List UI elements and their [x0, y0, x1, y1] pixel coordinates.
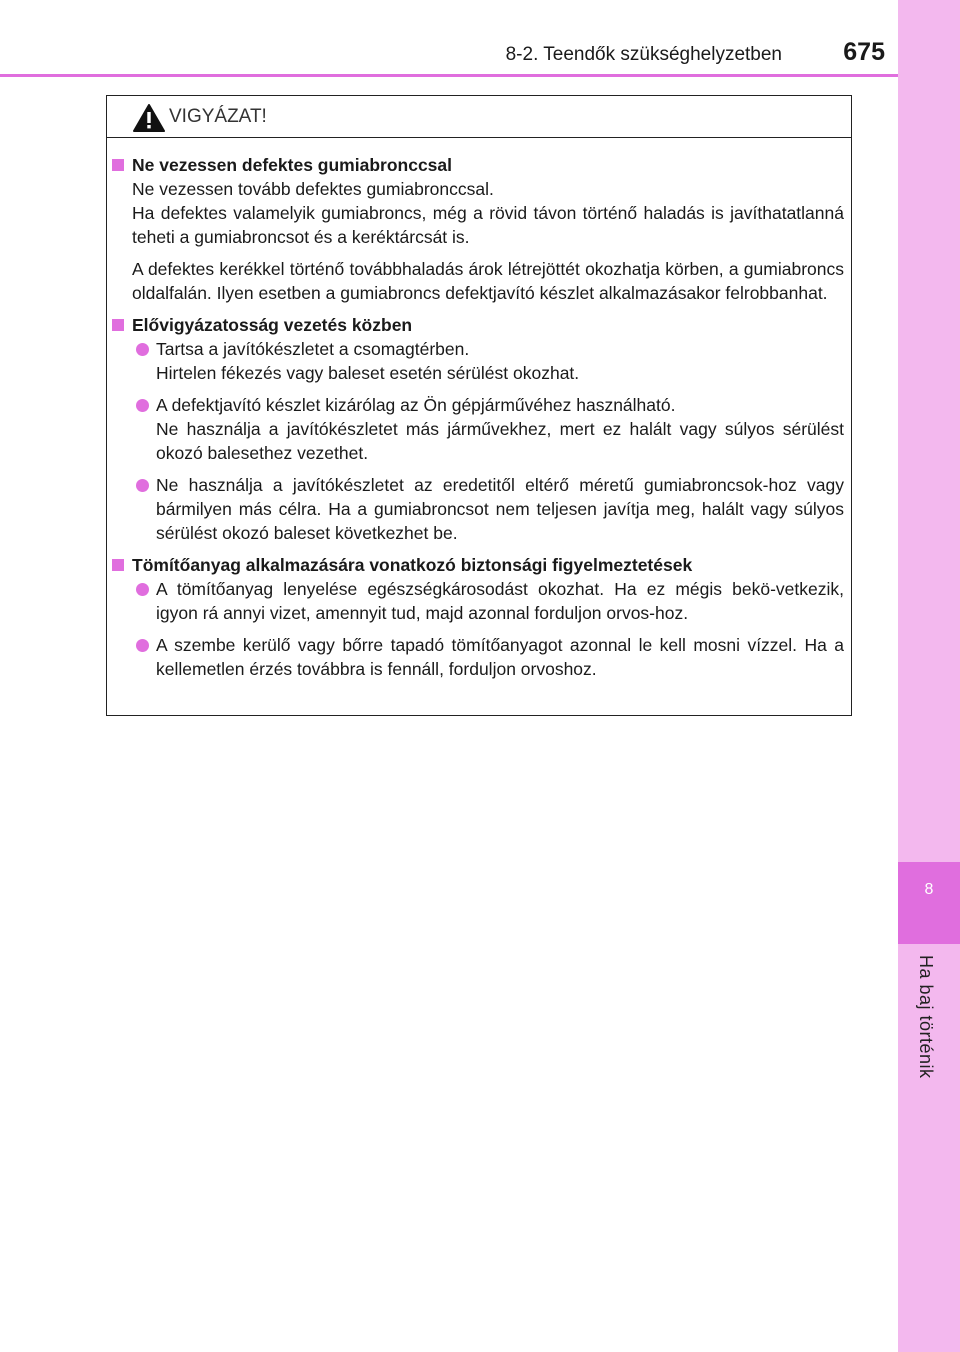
list-item: A szembe kerülő vagy bőrre tapadó tömítőanyagot azonnal le kell mosni vízzel. Ha a kellemetlen érzés továbbra is fennáll, forduljon orvoshoz. [112, 633, 844, 681]
square-bullet-icon [112, 159, 124, 171]
round-bullet-icon [136, 343, 149, 356]
warning-box [106, 95, 852, 716]
round-bullet-icon [136, 479, 149, 492]
square-bullet-icon [112, 319, 124, 331]
warning-header [107, 96, 851, 138]
header-rule [0, 74, 898, 77]
section-heading: Ne vezessen defektes gumiabronccsal [112, 153, 844, 177]
paragraph: Ne vezessen tovább defektes gumiabronccsal. Ha defektes valamelyik gumiabroncs, még a rövid távon történő haladás is javíthatatlanná teheti a gumiabroncsot és a keréktárcsát is. [132, 179, 844, 247]
section-title: 8-2. Teendők szükséghelyzetben [505, 44, 782, 65]
side-strip [898, 0, 960, 1352]
round-bullet-icon [136, 583, 149, 596]
page-number: 675 [843, 38, 885, 66]
paragraph: A defektes kerékkel történő továbbhaladás árok létrejöttét okozhatja körben, a gumiabroncs oldalfalán. Ilyen esetben a gumiabroncs defektjavító készlet alkalmazásakor felrobbanhat. [132, 259, 844, 303]
square-bullet-icon [112, 559, 124, 571]
round-bullet-icon [136, 399, 149, 412]
warning-title: VIGYÁZAT! [169, 106, 267, 127]
section-heading: Tömítőanyag alkalmazására vonatkozó biztonsági figyelmeztetések [112, 553, 844, 577]
round-bullet-icon [136, 639, 149, 652]
warning-triangle-icon [132, 103, 166, 133]
chapter-tab [898, 862, 960, 944]
list-item: Ne használja a javítókészletet az eredetitől eltérő méretű gumiabroncsok-hoz vagy bármilyen más célra. Ha a gumiabroncsot nem teljesen javítja meg, halált vagy súlyos sérülést okozó baleset következhet be. [112, 473, 844, 545]
list-item: A tömítőanyag lenyelése egészségkárosodást okozhat. Ha ez mégis bekö-vetkezik, igyon rá annyi vizet, amennyit tud, majd azonnal forduljon orvos-hoz. [112, 577, 844, 625]
list-item: A defektjavító készlet kizárólag az Ön gépjárművéhez használható. Ne használja a javítókészletet más járművekhez, mert ez halált vagy súlyos sérülést okozó balesethez vezethet. [112, 393, 844, 465]
chapter-label: Ha baj történik [916, 955, 936, 1079]
list-item: Tartsa a javítókészletet a csomagtérben. Hirtelen fékezés vagy baleset esetén sérülést okozhat. [112, 337, 844, 385]
warning-content [112, 153, 844, 681]
chapter-number: 8 [924, 881, 934, 898]
section-heading: Elővigyázatosság vezetés közben [112, 313, 844, 337]
